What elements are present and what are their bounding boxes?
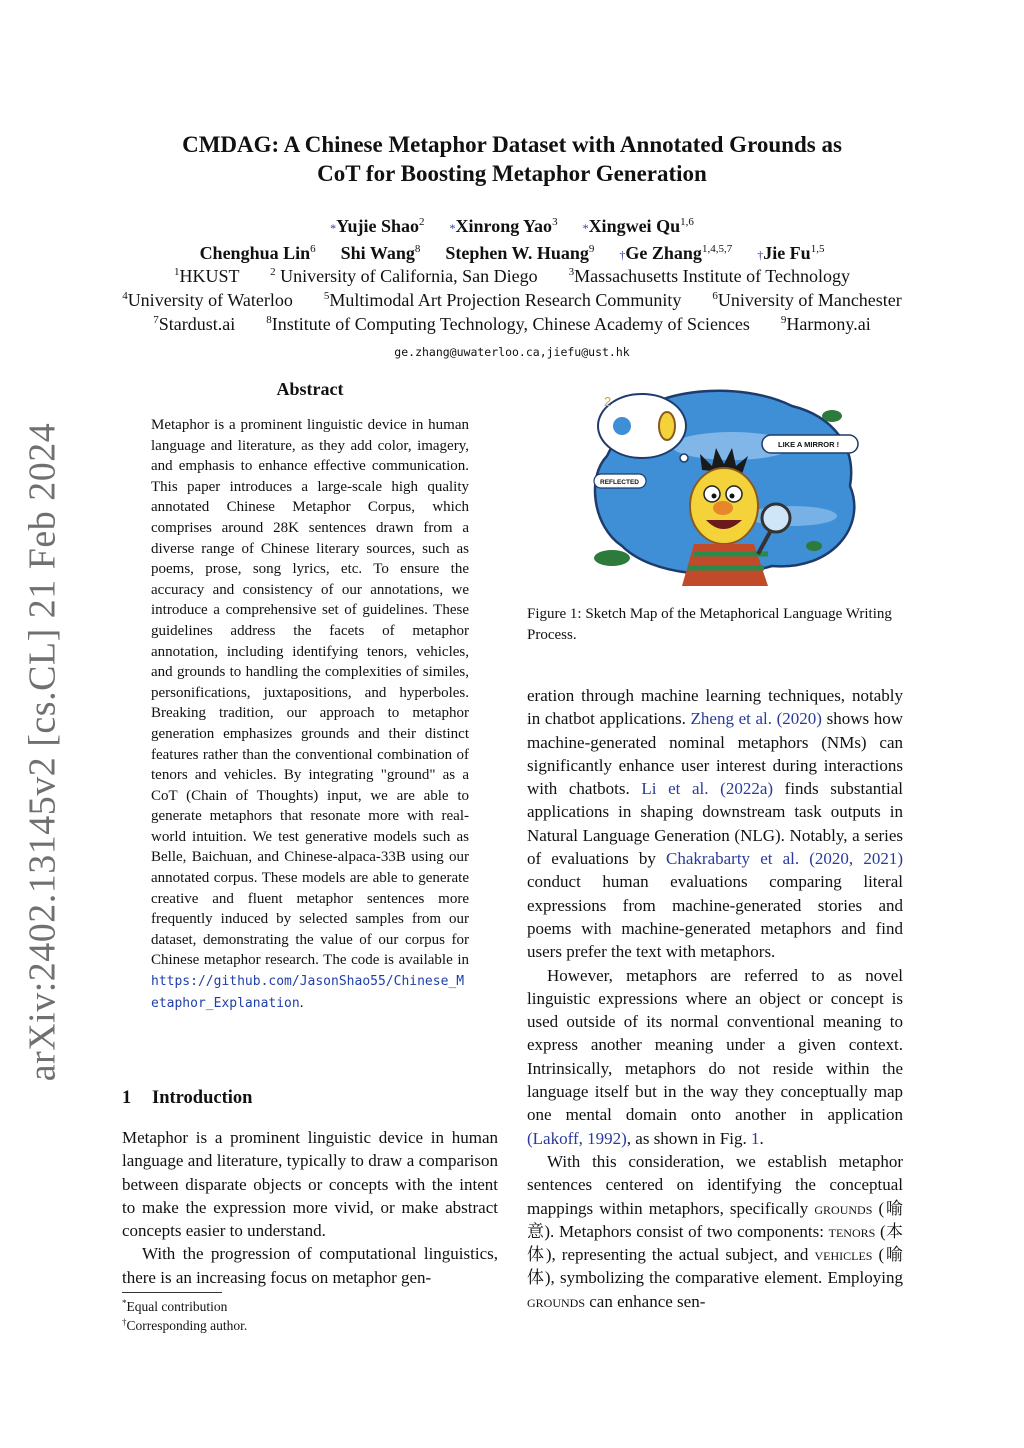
figure-1-illustration: [582, 386, 872, 586]
footnote-corresponding: †Corresponding author.: [122, 1317, 248, 1333]
sweater: [682, 544, 768, 586]
contact-email: ge.zhang@uwaterloo.ca,jiefu@ust.hk: [394, 345, 630, 359]
paper-title: CMDAG: A Chinese Metaphor Dataset with Annotated Grounds as CoT for Boosting Metaphor Generation: [182, 132, 842, 186]
author-row-1: *Yujie Shao$^2$ *Xinrong Yao$^3$ *Xingwei Qu$^{1,6}$: [330, 216, 694, 236]
section-heading-introduction: 1 Introduction: [122, 1088, 253, 1108]
paragraph: However, metaphors are referred to as novel linguistic expressions where an object or concept is used outside of its normal conventional meaning to express another meaning under a given context. Intrinsically, metaphors do not reside within the language itself but in the way they conceptually map one mental domain onto another in application (Lakoff, 1992), as shown in Fig. 1.: [527, 965, 903, 1148]
footnote-equal: *Equal contribution: [122, 1298, 228, 1314]
abstract-body: Metaphor is a prominent linguistic device in human language and literature, as they add color, imagery, and emphasis to enhance effective communication. This paper introduces a large-scale high quality annotated Chinese Metaphor Corpus, which comprises around 28K sentences drawn from a diverse range of Chinese literary sources, such as poems, prose, song lyrics, etc. To ensure the accuracy and consistency of our annotations, we introduce a comprehensive set of guidelines. These guidelines address the facets of metaphor annotation, including identifying tenors, vehicles, and grounds to handling the complexities of similes, personifications, juxtapositions, and hyperboles. Breaking tradition, our approach to metaphor generation emphasizes grounds and their distinct features rather than the conventional combination of tenors and vehicles. By integrating "ground" as a CoT (Chain of Thoughts) input, we are able to generate metaphors that resonate more with real-world intuition. We test generative models such as Belle, Baichuan, and Chinese-alpaca-33B using our annotated corpus. These models are able to generate creative and fluent metaphor sentences more frequently induced by selected samples from our dataset, demonstrating the value of our corpus for Chinese metaphor research. The code is available in https://github.com/JasonShao55/Chinese_Metaphor_Explanation.: [151, 417, 469, 1011]
citation-link[interactable]: Chakrabarty et al. (2020, 2021): [666, 849, 903, 869]
figure-1-caption: Figure 1: Sketch Map of the Metaphorical Language Writing Process.: [527, 606, 892, 643]
code-link[interactable]: https://github.com/JasonShao55/Chinese_Metaphor_Explanation: [151, 974, 465, 1011]
author-name: Xingwei Qu: [588, 216, 681, 236]
affiliation: Multimodal Art Projection Research Community: [329, 290, 682, 310]
footnotes: [122, 1292, 498, 1335]
author-name: Jie Fu: [763, 243, 811, 263]
abstract-heading: Abstract: [276, 379, 344, 399]
footnote-rule: [122, 1292, 222, 1293]
paragraph: eration through machine learning techniques, notably in chatbot applications. Zheng et al. (2020) shows how machine-generated nominal metaphors (NMs) can significantly enhance user interest during interactions with chatbots. Li et al. (2022a) finds substantial applications in shaping downstream task outputs in Natural Language Generation (NLG). Notably, a series of evaluations by Chakrabarty et al. (2020, 2021) conduct human evaluations comparing literal expressions from machine-generated stories and poems with machine-generated metaphors and find users prefer the text with metaphors.: [527, 686, 903, 962]
author-name: Stephen W. Huang: [445, 243, 589, 263]
paragraph: With the progression of computational linguistics, there is an increasing focus on metaphor gen-: [122, 1244, 498, 1287]
affiliation: University of Manchester: [717, 290, 902, 310]
author-name: Shi Wang: [340, 243, 415, 263]
right-column-text: [527, 684, 903, 1313]
citation-link[interactable]: (Lakoff, 1992): [527, 1128, 627, 1148]
figure-reference-link[interactable]: 1: [751, 1128, 760, 1148]
affiliation: HKUST: [179, 266, 240, 286]
paragraph: Metaphor is a prominent linguistic device in human language and literature, typically to draw a comparison between disparate objects or concepts with the intent to make the expression more vivid, or make abstract concepts easier to understand.: [122, 1128, 498, 1241]
svg-text:LIKE A MIRROR !: LIKE A MIRROR !: [778, 440, 840, 449]
author-name: Chenghua Lin: [199, 243, 311, 263]
citation-link[interactable]: Zheng et al. (2020): [690, 709, 822, 729]
affiliation-list: $^1$HKUST $^2$ University of California, San Diego $^3$Massachusetts Institute of Technology $^4$University of Waterloo $^5$Multimodal Art Projection Research Community $^6$University of Manchester $^7$Stardust.ai $^8$Institute of Computing Technology, Chinese Academy of Sciences $^9$Harmony.ai: [122, 266, 902, 334]
affiliation: Institute of Computing Technology, Chinese Academy of Sciences: [271, 314, 750, 334]
affiliation: University of Waterloo: [127, 290, 293, 310]
author-name: Ge Zhang: [625, 243, 702, 263]
introduction-text: [122, 1126, 498, 1289]
affiliation: Harmony.ai: [786, 314, 871, 334]
author-name: Xinrong Yao: [455, 216, 553, 236]
svg-text:REFLECTED: REFLECTED: [600, 479, 639, 486]
citation-link[interactable]: Li et al. (2022a): [641, 779, 774, 799]
affiliation: University of California, San Diego: [280, 266, 538, 286]
author-row-2: Chenghua Lin$^6$ Shi Wang$^8$ Stephen W. Huang$^9$ †Ge Zhang$^{1,4,5,7}$ †Jie Fu$^{1,5}$: [199, 243, 825, 263]
affiliation: Stardust.ai: [158, 314, 236, 334]
metaphor-sketch: [582, 386, 872, 586]
figure-number-label: 2: [604, 394, 612, 409]
author-name: Yujie Shao: [336, 216, 420, 236]
author-list: [60, 214, 964, 268]
paragraph: With this consideration, we establish metaphor sentences centered on identifying the conceptual mappings within metaphors, specifically grounds (喻意). Metaphors consist of two components: tenors (本体), representing the actual subject, and vehicles (喻体), symbolizing the comparative element. Employing grounds can enhance sen-: [527, 1151, 904, 1311]
arxiv-side-stamp: arXiv:2402.13145v2 [cs.CL] 21 Feb 2024: [21, 422, 64, 1082]
magnifier: [762, 504, 790, 532]
affiliation: Massachusetts Institute of Technology: [574, 266, 850, 286]
